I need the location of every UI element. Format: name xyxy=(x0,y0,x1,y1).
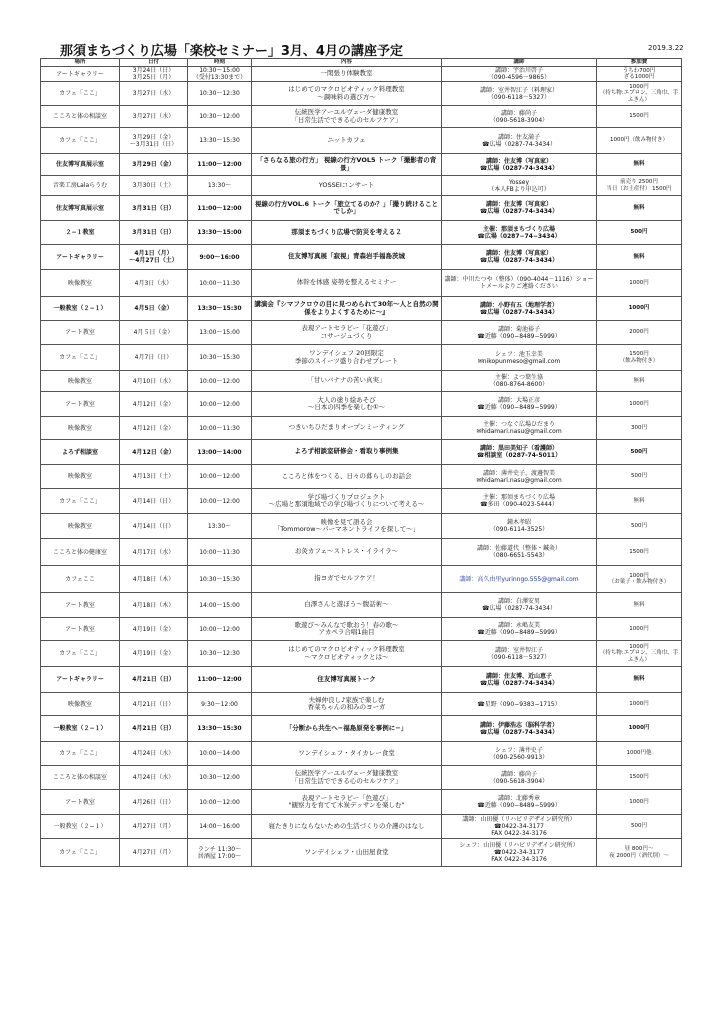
venue-cell: アート教室 xyxy=(41,618,120,641)
content-cell: よろず相談室研修会・看取り事例集 xyxy=(252,440,442,465)
header-instructor: 講師 xyxy=(442,59,597,67)
time-cell: 10:30〜15:30 xyxy=(188,566,252,593)
venue-cell: アート教室 xyxy=(41,321,120,345)
time-cell: 14:00〜15:00 xyxy=(188,593,252,618)
time-cell: 10:00〜12:00 xyxy=(188,790,252,815)
venue-cell: カフェ「ここ」 xyxy=(41,82,120,106)
date-cell: 3月29日（金） xyxy=(120,154,188,176)
instructor-cell: 講師：白澤安男 ☎広場（0287-74-3434） xyxy=(442,593,597,618)
time-cell: 10:00〜11:30 xyxy=(188,539,252,566)
time-cell: 13:30〜15:00 xyxy=(188,221,252,245)
instructor-cell: ☎星野（090−9383−1715） xyxy=(442,693,597,716)
venue-cell: よろず相談室 xyxy=(41,440,120,465)
content-cell: 学び場づくりプロジェクト 〜広場と那須地域での学び場づくりについて考える〜 xyxy=(252,489,442,514)
table-row xyxy=(41,839,682,867)
time-cell: 10:30〜12:00 xyxy=(188,106,252,128)
fee-cell: 1000円 （持ち物:エプロン、三角巾、手ふきん） xyxy=(597,641,682,667)
table-row xyxy=(41,245,682,270)
fee-cell: 無料 xyxy=(597,489,682,514)
time-cell: 10:00〜11:30 xyxy=(188,417,252,440)
date-cell: 4月14日（日） xyxy=(120,489,188,514)
fee-cell: うちわ700円 ざる1000円 xyxy=(597,67,682,82)
instructor-cell: 講師：中川たつや（整体）（090-4044－1116）ショートメールよりご連絡ください xyxy=(442,270,597,297)
fee-cell: 1500円 xyxy=(597,766,682,790)
fee-cell: 無料 xyxy=(597,154,682,176)
fee-cell: 1000円 xyxy=(597,392,682,417)
fee-cell: 500円 xyxy=(597,440,682,465)
instructor-cell: 講師：室井智江子（料理家） （090-6118－5327） xyxy=(442,82,597,106)
time-cell: 10:30〜12:00 xyxy=(188,766,252,790)
instructor-cell: 主催：那須まちづくり広場 ☎広場（0287−74−3434） xyxy=(442,221,597,245)
fee-cell: 1500円 xyxy=(597,539,682,566)
fee-cell: 2000円 xyxy=(597,321,682,345)
time-cell: 13:00〜14:00 xyxy=(188,440,252,465)
fee-cell: 無料 xyxy=(597,667,682,693)
fee-cell: 500円 xyxy=(597,815,682,839)
instructor-cell: 主催：つなぐ広場ひだまり ✉hidamari.nasu@gmail.com xyxy=(442,417,597,440)
date-cell: 4月27日（月） xyxy=(120,839,188,867)
fee-cell: 1000円 xyxy=(597,618,682,641)
table-row xyxy=(41,154,682,176)
fee-cell: 1000円 xyxy=(597,297,682,321)
content-cell: 伝統医学アーユルヴェーダ健康教室 「日常生活でできる心のセルフケア」 xyxy=(252,766,442,790)
content-cell: ニットカフェ xyxy=(252,128,442,154)
table-row xyxy=(41,693,682,716)
date-cell: 3月29日（金） 〜3月31日（日） xyxy=(120,128,188,154)
time-cell: 10:00〜14:00 xyxy=(188,742,252,766)
fee-cell: 無料 xyxy=(597,593,682,618)
date-cell: 4月18日（木） xyxy=(120,566,188,593)
time-cell: 9:30〜12:00 xyxy=(188,693,252,716)
date-cell: 4月13日（土） xyxy=(120,465,188,489)
time-cell: 11:00〜12:00 xyxy=(188,196,252,221)
fee-cell: 1000円他 xyxy=(597,742,682,766)
venue-cell: アートギャラリー xyxy=(41,245,120,270)
instructor-cell: 講師：宇治川啓子 （090-4596－9865） xyxy=(442,67,597,82)
instructor-cell: 鐘木孝昭 （090-6114-3525） xyxy=(442,514,597,539)
table-row xyxy=(41,270,682,297)
table-row xyxy=(41,566,682,593)
content-cell: 視線の行方VOL.6 トーク「旅立てるのか？」「撮り続けることでしか」 xyxy=(252,196,442,221)
instructor-cell: シェフ：薄井史子 （090-2560-9913） xyxy=(442,742,597,766)
instructor-cell: シェフ：山田優（リハビリデザイン研究所） ☎0422-34-3177 FAX 0422-34-3176 xyxy=(442,839,597,867)
date-cell: 4月12日（金） xyxy=(120,417,188,440)
time-cell: 10:30〜15:00 （受付13:30まで） xyxy=(188,67,252,82)
venue-cell: 映像教室 xyxy=(41,270,120,297)
instructor-cell: 講師：高久由里yurinngo.555@gmail.com xyxy=(442,566,597,593)
date-cell: 4月12日（金） xyxy=(120,440,188,465)
header-date: 日付 xyxy=(120,59,188,67)
time-cell: 10:30〜15:30 xyxy=(188,345,252,371)
table-row xyxy=(41,465,682,489)
venue-cell: 音楽工房Lalaらうむ xyxy=(41,176,120,196)
table-row xyxy=(41,742,682,766)
instructor-cell: 講師：黒田美知子（看護師） ☎相談室（0287-74-5011） xyxy=(442,440,597,465)
fee-cell: 無料 xyxy=(597,245,682,270)
venue-cell: アート教室 xyxy=(41,392,120,417)
table-row xyxy=(41,392,682,417)
date-cell: 4月3日（水） xyxy=(120,270,188,297)
header-venue: 場所 xyxy=(41,59,120,67)
venue-cell: 住友博写真展示室 xyxy=(41,154,120,176)
date-cell: 4月7日（日） xyxy=(120,345,188,371)
table-header-row xyxy=(41,59,682,67)
instructor-cell: 講師：山田優（リハビリデザイン研究所） ☎0422-34-3177 FAX 0422-34-3176 xyxy=(442,815,597,839)
venue-cell: 一般教室（２−１） xyxy=(41,297,120,321)
content-cell: 伝統医学アーユルヴェーダ健康教室 「日常生活でできる心のセルフケア」 xyxy=(252,106,442,128)
content-cell: YOSSEIコンサート xyxy=(252,176,442,196)
fee-cell: 1000円 xyxy=(597,790,682,815)
table-row xyxy=(41,67,682,82)
instructor-cell: 講師：住友博、近山恵子 ☎広場（0287-74-3434） xyxy=(442,667,597,693)
content-cell: 住友博写真展トーク xyxy=(252,667,442,693)
table-row xyxy=(41,815,682,839)
venue-cell: アートギャラリー xyxy=(41,67,120,82)
content-cell: 表現アートセラピー「花遊び」 コサージュづくり xyxy=(252,321,442,345)
content-cell: 一閑張り体験教室 xyxy=(252,67,442,82)
fee-cell: 1500円 xyxy=(597,106,682,128)
content-cell: お灸カフェ〜ストレス・イライラ〜 xyxy=(252,539,442,566)
time-cell: 10:30〜12:30 xyxy=(188,641,252,667)
fee-cell: 無料 xyxy=(597,371,682,392)
fee-cell: 500円 xyxy=(597,514,682,539)
venue-cell: 一般教室（２−１） xyxy=(41,815,120,839)
fee-cell: 1000円（飲み物付き） xyxy=(597,128,682,154)
content-cell: 白澤さんと遊ぼう〜腹話術〜 xyxy=(252,593,442,618)
table-row xyxy=(41,297,682,321)
venue-cell: こころと体の相談室 xyxy=(41,106,120,128)
date-cell: 4月21日（日） xyxy=(120,667,188,693)
date-cell: 4月24日（水） xyxy=(120,742,188,766)
instructor-cell: 講師：伊藤浩志（脳科学者） ☎広場（0287-74-3434） xyxy=(442,716,597,742)
venue-cell: カフェここ xyxy=(41,566,120,593)
venue-cell: 住友博写真展示室 xyxy=(41,196,120,221)
venue-cell: カフェ「ここ」 xyxy=(41,641,120,667)
instructor-cell: 講師：藤尚子 （090-5618-3904） xyxy=(442,106,597,128)
content-cell: つきいちひだまりオープンミーティング xyxy=(252,417,442,440)
content-cell: 「さらなる旅の行方」 視線の行方VOL5 トーク「撮影者の背景」 xyxy=(252,154,442,176)
venue-cell: ２−１教室 xyxy=(41,221,120,245)
instructor-cell: 講師：大場正彦 ☎近藤（090−8489−5999） xyxy=(442,392,597,417)
page-title: 那須まちづくり広場「楽校セミナー」3月、4月の講座予定 xyxy=(60,44,403,59)
fee-cell: 昼 800円〜 夜 2000円（酒代別）〜 xyxy=(597,839,682,867)
table-row xyxy=(41,440,682,465)
venue-cell: こころと体の健康室 xyxy=(41,539,120,566)
time-cell: 13:30〜15:30 xyxy=(188,716,252,742)
venue-cell: カフェ「ここ」 xyxy=(41,345,120,371)
header-content: 内容 xyxy=(252,59,442,67)
venue-cell: アート教室 xyxy=(41,593,120,618)
content-cell: はじめてのマクロビオティック料理教室 〜マクロビオティックとは〜 xyxy=(252,641,442,667)
date-cell: 3月31日（日） xyxy=(120,196,188,221)
fee-cell: 500円 xyxy=(597,465,682,489)
time-cell: 10:00〜12:00 xyxy=(188,392,252,417)
venue-cell: 映像教室 xyxy=(41,371,120,392)
time-cell: 10:00〜12:00 xyxy=(188,489,252,514)
header-fee: 参加費 xyxy=(597,59,682,67)
time-cell: 13:30〜15:30 xyxy=(188,297,252,321)
date-cell: 4月10日（水） xyxy=(120,371,188,392)
date-cell: 4月5日（金） xyxy=(120,297,188,321)
instructor-cell: 講師：藤尚子 （090-5618-3904） xyxy=(442,766,597,790)
time-cell: 10:30〜12:30 xyxy=(188,82,252,106)
content-cell: ワンデイシェフ・タイカレー食堂 xyxy=(252,742,442,766)
fee-cell: 300円 xyxy=(597,417,682,440)
time-cell: 10:00〜11:30 xyxy=(188,270,252,297)
instructor-cell: 主催：那須まちづくり広場 ☎多田（090-4023-5444） xyxy=(442,489,597,514)
time-cell: 10:00〜12:00 xyxy=(188,371,252,392)
table-row xyxy=(41,716,682,742)
venue-cell: カフェ「ここ」 xyxy=(41,489,120,514)
venue-cell: アートギャラリー xyxy=(41,667,120,693)
table-row xyxy=(41,790,682,815)
content-cell: 「分断から共生へ−福島原発を事例に−」 xyxy=(252,716,442,742)
schedule-table xyxy=(40,58,682,867)
instructor-cell: 講師：室井智江子 （090-6118－5327） xyxy=(442,641,597,667)
instructor-cell: 講師：住友博（写真家） ☎広場（0287-74-3434） xyxy=(442,245,597,270)
venue-cell: こころと体の相談室 xyxy=(41,766,120,790)
venue-cell: 一般教室（２−１） xyxy=(41,716,120,742)
date-cell: 3月31日（日） xyxy=(120,221,188,245)
fee-cell: 1500円 （飲み物付き） xyxy=(597,345,682,371)
date-cell: 3月30日（土） xyxy=(120,176,188,196)
time-cell: ランチ 11:30〜 居酒屋 17:00〜 xyxy=(188,839,252,867)
content-cell: はじめてのマクロビオティック料理教室 〜調味料の選び方〜 xyxy=(252,82,442,106)
table-row xyxy=(41,667,682,693)
date-cell: 4月19日（金） xyxy=(120,618,188,641)
content-cell: 映像を見て語る会 「Tommorow〜パーマネントライフを探して〜」 xyxy=(252,514,442,539)
time-cell: 9:00〜16:00 xyxy=(188,245,252,270)
content-cell: ワンデイシェフ・山田屋食堂 xyxy=(252,839,442,867)
fee-cell: 1000円 xyxy=(597,716,682,742)
table-row xyxy=(41,371,682,392)
table-row xyxy=(41,196,682,221)
venue-cell: カフェ「ここ」 xyxy=(41,742,120,766)
fee-cell: 1000円 （持ち物:エプロン、三角巾、手ふきん） xyxy=(597,82,682,106)
fee-cell: 1000円 xyxy=(597,270,682,297)
table-row xyxy=(41,417,682,440)
instructor-cell: Yossey （本人FBより申込可） xyxy=(442,176,597,196)
table-row xyxy=(41,176,682,196)
table-row xyxy=(41,82,682,106)
date-cell: 4月27日（月） xyxy=(120,815,188,839)
instructor-cell: 主催：よつ葉生協 （080-8764-8600） xyxy=(442,371,597,392)
content-cell: 指ヨガでセルフケア！ xyxy=(252,566,442,593)
content-cell: 体幹を体感 姿勢を整えるセミナー xyxy=(252,270,442,297)
time-cell: 14:00〜16:00 xyxy=(188,815,252,839)
table-row xyxy=(41,539,682,566)
table-row xyxy=(41,106,682,128)
content-cell: 表現アートセラピー「色遊び」 "観察力を育てて木炭デッサンを楽しむ" xyxy=(252,790,442,815)
date-cell: 3月27日（水） xyxy=(120,106,188,128)
table-row xyxy=(41,514,682,539)
fee-cell: 1000円 xyxy=(597,693,682,716)
instructor-cell: 講師：菊池裕子 ☎近藤（090−8489−5999） xyxy=(442,321,597,345)
instructor-cell: 講師：小野有五（地理学者） ☎広場（0287-74-3434） xyxy=(442,297,597,321)
table-row xyxy=(41,641,682,667)
content-cell: 「甘いバナナの苦い真実」 xyxy=(252,371,442,392)
table-row xyxy=(41,618,682,641)
instructor-cell: 講師：佐藤道代（整体・鍼灸） （080-6651-5543） xyxy=(442,539,597,566)
content-cell: 那須まちづくり広場で防災を考える２ xyxy=(252,221,442,245)
date-cell: 4月1日（月） 〜4月27日（土） xyxy=(120,245,188,270)
instructor-cell: 講師：永嶋友美 ☎近藤（090−8489−5999） xyxy=(442,618,597,641)
content-cell: 寝たきりにならないための生活づくりの介護のはなし xyxy=(252,815,442,839)
venue-cell: カフェ「ここ」 xyxy=(41,128,120,154)
instructor-cell: 講師：住友満子 ☎広場（0287-74-3434） xyxy=(442,128,597,154)
date-cell: 4月26日（日） xyxy=(120,790,188,815)
venue-cell: 映像教室 xyxy=(41,465,120,489)
fee-cell: 前売り 2500円 当日（お土産付） 1500円 xyxy=(597,176,682,196)
table-row xyxy=(41,321,682,345)
time-cell: 13:30〜 xyxy=(188,176,252,196)
venue-cell: 映像教室 xyxy=(41,417,120,440)
venue-cell: カフェ「ここ」 xyxy=(41,839,120,867)
instructor-cell: シェフ：池玉幸美 ✉nikopunmeso@gmail.com xyxy=(442,345,597,371)
date-cell: 4月14日（日） xyxy=(120,514,188,539)
instructor-cell: 講師：住友博（写真家） ☎広場（0287-74-3434） xyxy=(442,154,597,176)
table-row xyxy=(41,766,682,790)
fee-cell: 500円 xyxy=(597,221,682,245)
date-cell: 3月24日（日） 3月25日（月） xyxy=(120,67,188,82)
header-time: 時刻 xyxy=(188,59,252,67)
date-cell: 4月18日（木） xyxy=(120,593,188,618)
venue-cell: アート教室 xyxy=(41,790,120,815)
date-cell: 4月19日（金） xyxy=(120,641,188,667)
content-cell: 大人の塗り絵あそび 〜日本の四季を楽しむ①〜 xyxy=(252,392,442,417)
content-cell: 夫婦仲良し♪家族で楽しむ 香菜ちゃんの和みのヨーガ xyxy=(252,693,442,716)
date-cell: 4月５日（金） xyxy=(120,321,188,345)
time-cell: 10:00〜12:00 xyxy=(188,465,252,489)
table-row xyxy=(41,489,682,514)
content-cell: 住友博写真展「寂視」青森岩手福島茨城 xyxy=(252,245,442,270)
date-cell: 4月17日（水） xyxy=(120,539,188,566)
table-row xyxy=(41,221,682,245)
time-cell: 11:00〜12:00 xyxy=(188,154,252,176)
date-cell: 4月24日（水） xyxy=(120,766,188,790)
instructor-cell: 講師：北藤秀章 ☎近藤（090−8489−5999） xyxy=(442,790,597,815)
content-cell: ワンデイシェフ 20回限定 季節のスイーツ盛り合わせプレート xyxy=(252,345,442,371)
venue-cell: 映像教室 xyxy=(41,693,120,716)
date-cell: 4月21日（日） xyxy=(120,716,188,742)
content-cell: 歌遊び〜みんなで歌おう！春の歌〜 アカペラ合唱1曲目 xyxy=(252,618,442,641)
fee-cell: 1000円 （お菓子・飲み物付き） xyxy=(597,566,682,593)
date-cell: 3月27日（水） xyxy=(120,82,188,106)
date-cell: 4月21日（日） xyxy=(120,693,188,716)
table-row xyxy=(41,128,682,154)
table-row xyxy=(41,345,682,371)
time-cell: 11:00〜12:00 xyxy=(188,667,252,693)
venue-cell: 映像教室 xyxy=(41,514,120,539)
fee-cell: 無料 xyxy=(597,196,682,221)
content-cell: 講演会『シマフクロウの目に見つめられて30年〜人と自然の関係をよりよくするために〜』 xyxy=(252,297,442,321)
issue-date: 2019.3.22 xyxy=(648,44,684,52)
instructor-cell: 講師：住友博（写真家） ☎広場（0287-74-3434） xyxy=(442,196,597,221)
table-row xyxy=(41,593,682,618)
time-cell: 10:00〜12:00 xyxy=(188,618,252,641)
time-cell: 13:30〜15:30 xyxy=(188,128,252,154)
time-cell: 13:30〜 xyxy=(188,514,252,539)
time-cell: 13:00〜15:00 xyxy=(188,321,252,345)
content-cell: こころと体をつくる、日々の暮らしのお話会 xyxy=(252,465,442,489)
date-cell: 4月12日（金） xyxy=(120,392,188,417)
instructor-cell: 講師：薄井史子、渡邊智美 ✉hidamari.nasu@gmail.com xyxy=(442,465,597,489)
